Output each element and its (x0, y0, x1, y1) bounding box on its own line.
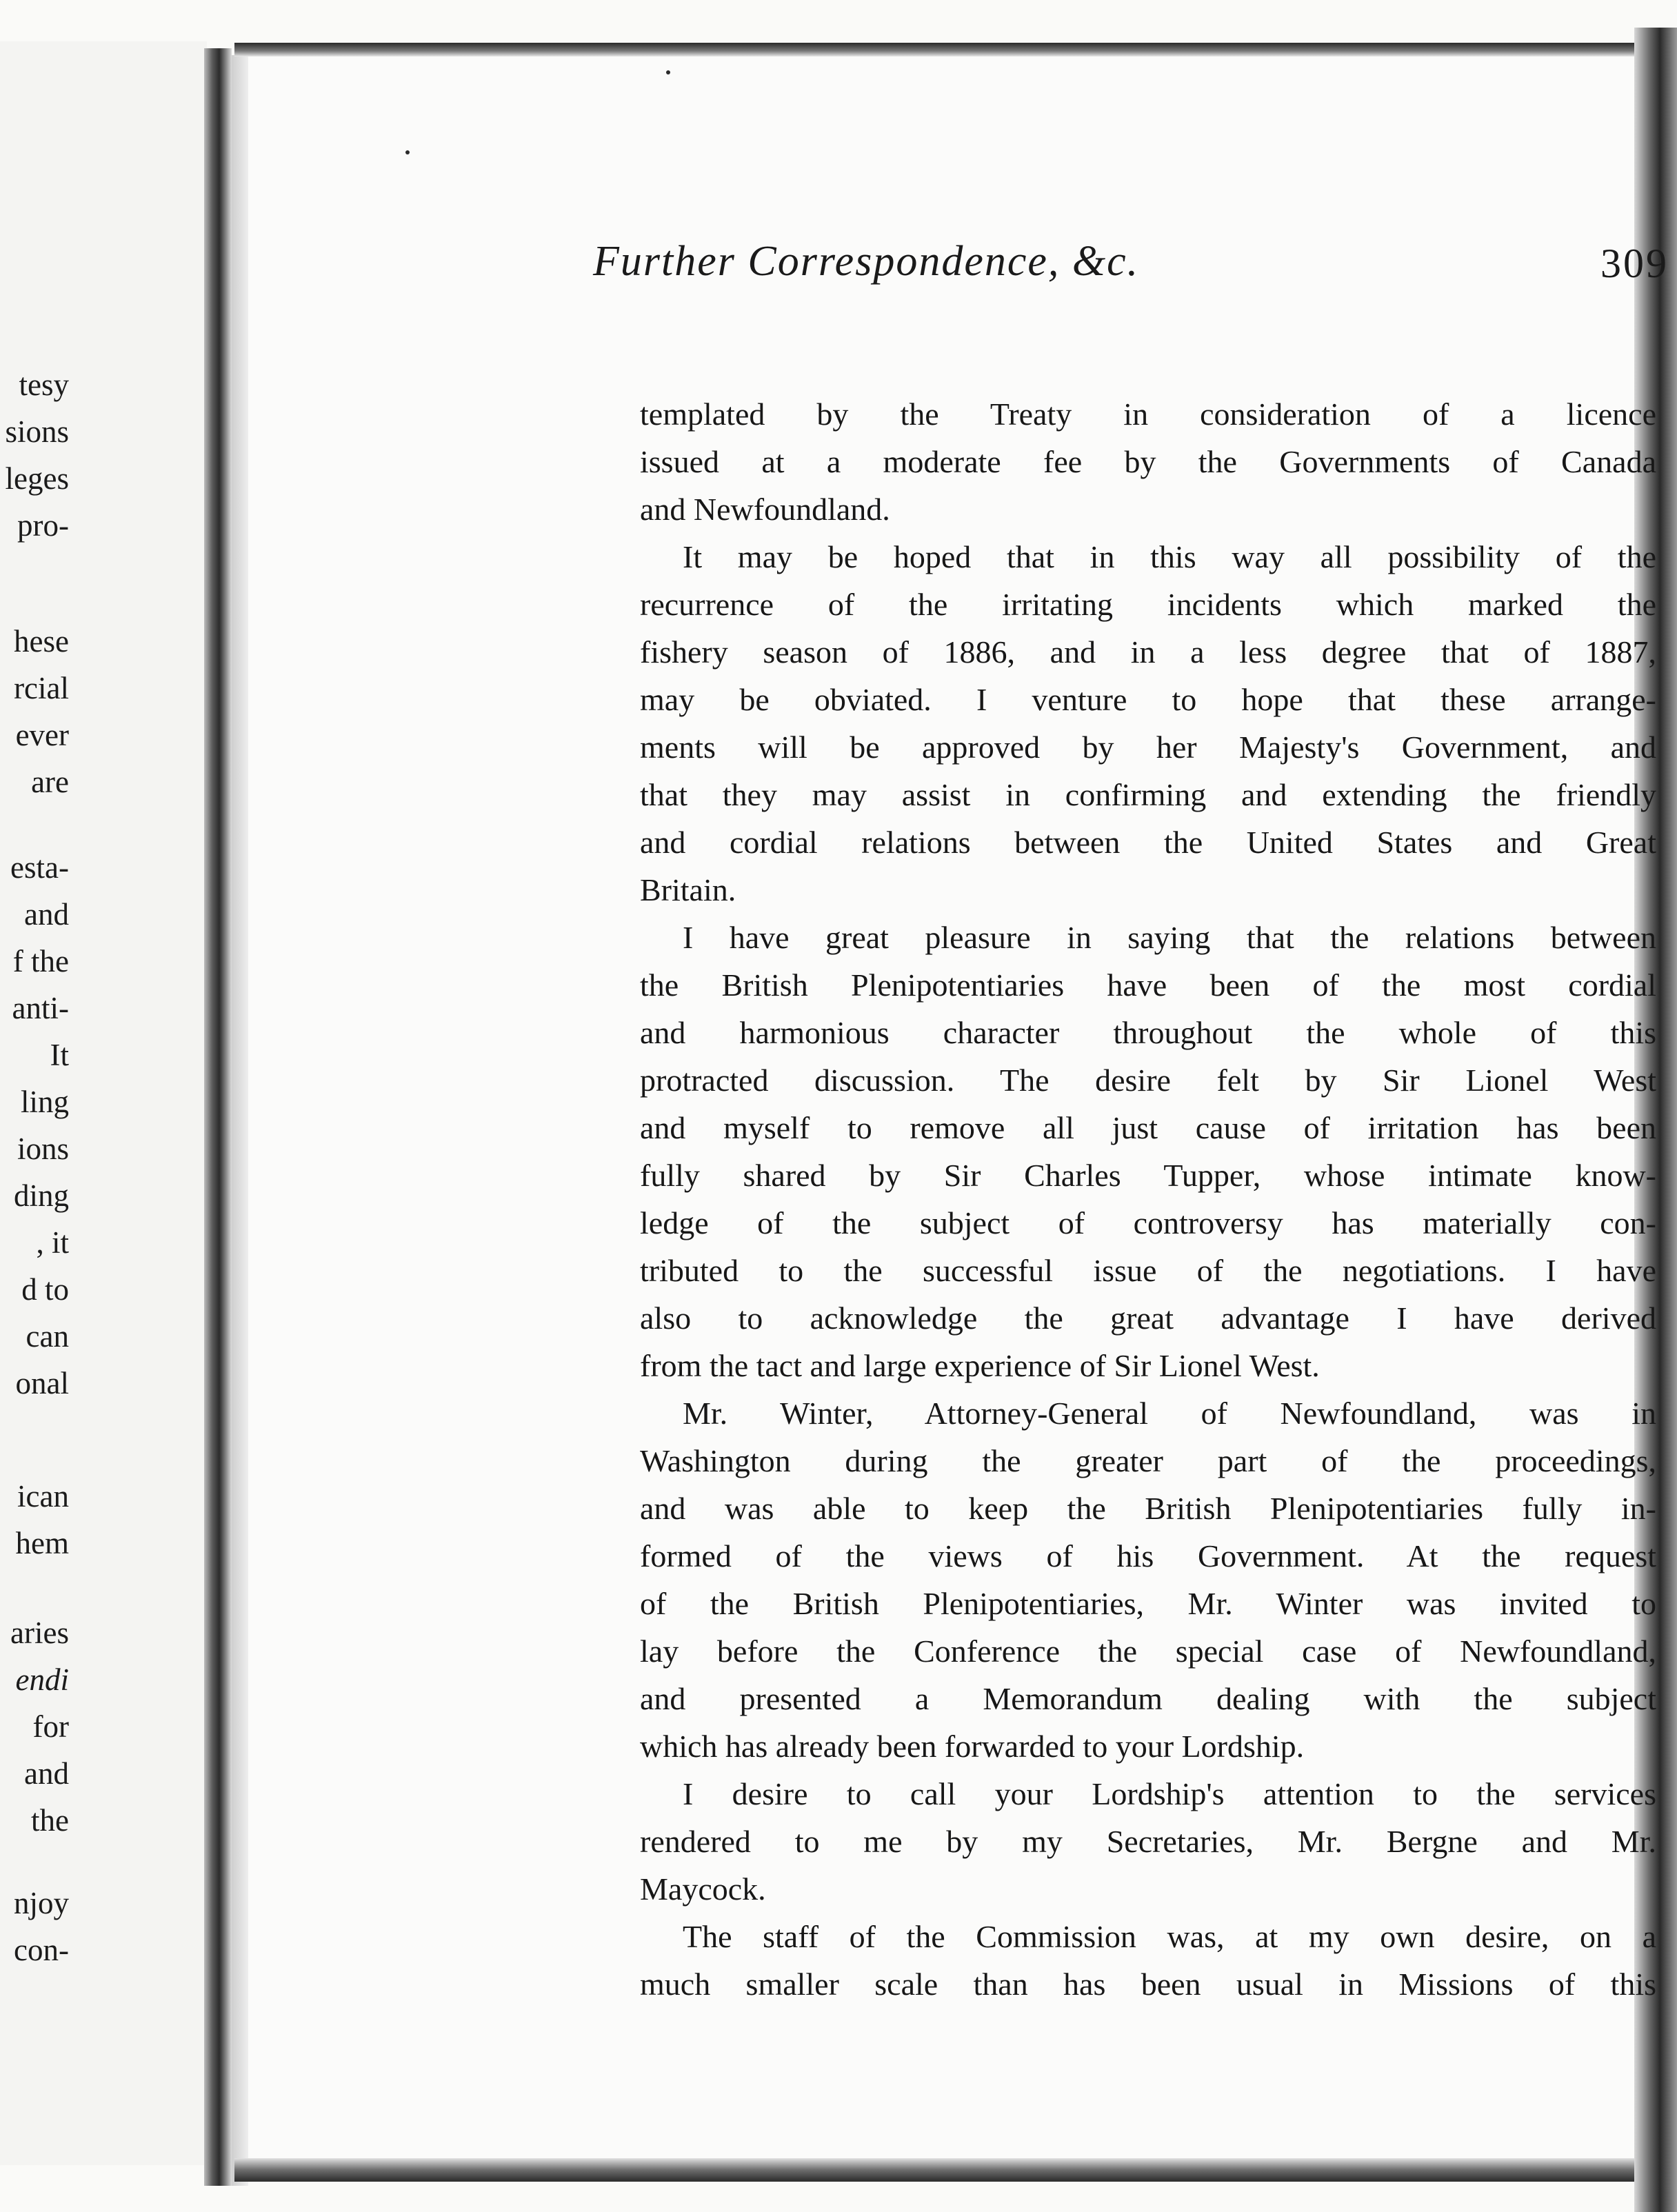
left-page-fragment: ican (17, 1479, 69, 1514)
text-line: and cordial relations between the United States and Great (640, 825, 1656, 860)
speck-mark (666, 70, 670, 74)
running-head-title: Further Correspondence, &c. (593, 238, 1140, 285)
left-page-fragment: It (50, 1038, 69, 1072)
text-line: and harmonious character throughout the whole of this (640, 1015, 1656, 1050)
left-page-fragment: anti- (12, 991, 69, 1025)
left-page-fragment: aries (10, 1616, 69, 1650)
left-page-fragment: con- (14, 1933, 69, 1967)
left-page-fragment: hem (15, 1526, 69, 1560)
text-line: protracted discussion. The desire felt by Sir Lionel West (640, 1063, 1656, 1098)
text-line: recurrence of the irritating incidents which marked the (640, 587, 1656, 622)
left-page-fragment: , it (36, 1225, 69, 1260)
left-page-fragment: f the (12, 944, 69, 978)
speck-mark (405, 150, 410, 154)
text-line: from the tact and large experience of Sir Lionel West. (640, 1348, 1320, 1383)
text-line: ments will be approved by her Majesty's Government, and (640, 730, 1656, 765)
left-page-fragment: ding (13, 1178, 69, 1213)
main-page (248, 57, 1669, 2158)
page-number: 309 (1600, 241, 1669, 286)
left-page-fragment: d to (21, 1272, 69, 1307)
left-page-fragment: pro- (17, 508, 69, 543)
book-gutter (204, 48, 232, 2186)
text-line: Mr. Winter, Attorney-General of Newfoundland, was in (683, 1396, 1656, 1431)
gutter-shadow (232, 55, 248, 2186)
text-line: the British Plenipotentiaries have been of the most cordial (640, 967, 1656, 1003)
left-page-fragment: rcial (14, 671, 69, 705)
text-line: much smaller scale than has been usual in Missions of this (640, 1967, 1656, 2002)
text-line: fully shared by Sir Charles Tupper, whose intimate know- (640, 1158, 1656, 1193)
text-line: and presented a Memorandum dealing with the subject (640, 1681, 1656, 1716)
text-line: of the British Plenipotentiaries, Mr. Winter was invited to (640, 1586, 1656, 1621)
left-page-fragment: the (31, 1803, 69, 1838)
left-page-fragment: ions (17, 1132, 69, 1166)
text-line: It may be hoped that in this way all possibility of the (683, 539, 1656, 574)
bottom-scan-border (234, 2158, 1641, 2182)
left-page-fragment: esta- (10, 850, 69, 885)
text-line: The staff of the Commission was, at my own desire, on a (683, 1919, 1656, 1954)
running-head (593, 237, 1669, 299)
text-line: templated by the Treaty in consideration of a licence (640, 396, 1656, 432)
text-line: and was able to keep the British Plenipotentiaries fully in- (640, 1491, 1656, 1526)
left-page-fragment: ling (20, 1085, 69, 1119)
text-line: Maycock. (640, 1871, 766, 1907)
left-page-fragment: njoy (13, 1886, 69, 1920)
text-line: issued at a moderate fee by the Governments of Canada (640, 444, 1656, 479)
left-page-fragment: endi (15, 1662, 69, 1697)
left-page-fragment: leges (5, 461, 69, 496)
text-line: fishery season of 1886, and in a less degree that of 1887, (640, 634, 1656, 670)
text-line: formed of the views of his Government. At the request (640, 1538, 1656, 1573)
text-line: lay before the Conference the special case of Newfoundland, (640, 1633, 1656, 1669)
left-page-fragment: and (24, 1756, 69, 1791)
left-page-fragment: ever (15, 718, 69, 752)
text-line: Washington during the greater part of the proceedings, (640, 1443, 1656, 1478)
text-line: rendered to me by my Secretaries, Mr. Bergne and Mr. (640, 1824, 1656, 1859)
text-line: Britain. (640, 872, 736, 907)
text-line: and Newfoundland. (640, 492, 890, 527)
left-facing-page (0, 41, 207, 2165)
left-page-fragment: hese (14, 624, 69, 658)
left-page-fragment: sions (5, 414, 69, 449)
text-line: may be obviated. I venture to hope that these arrange- (640, 682, 1656, 717)
left-page-fragment: for (32, 1709, 69, 1744)
left-page-fragment: onal (15, 1366, 69, 1400)
left-page-fragment: and (24, 897, 69, 932)
text-line: also to acknowledge the great advantage I have derived (640, 1300, 1656, 1336)
text-line: that they may assist in confirming and extending the friendly (640, 777, 1656, 812)
text-line: I have great pleasure in saying that the relations between (683, 920, 1656, 955)
left-page-fragment: can (26, 1319, 69, 1354)
text-line: which has already been forwarded to your Lordship. (640, 1729, 1305, 1764)
text-line: ledge of the subject of controversy has materially con- (640, 1205, 1656, 1240)
left-page-fragment: tesy (19, 368, 69, 402)
text-line: tributed to the successful issue of the negotiations. I have (640, 1253, 1656, 1288)
left-page-fragment: are (31, 765, 69, 799)
text-line: I desire to call your Lordship's attention to the services (683, 1776, 1656, 1811)
top-scan-border (234, 43, 1641, 57)
text-line: and myself to remove all just cause of irritation has been (640, 1110, 1656, 1145)
body-text (640, 390, 1656, 2008)
